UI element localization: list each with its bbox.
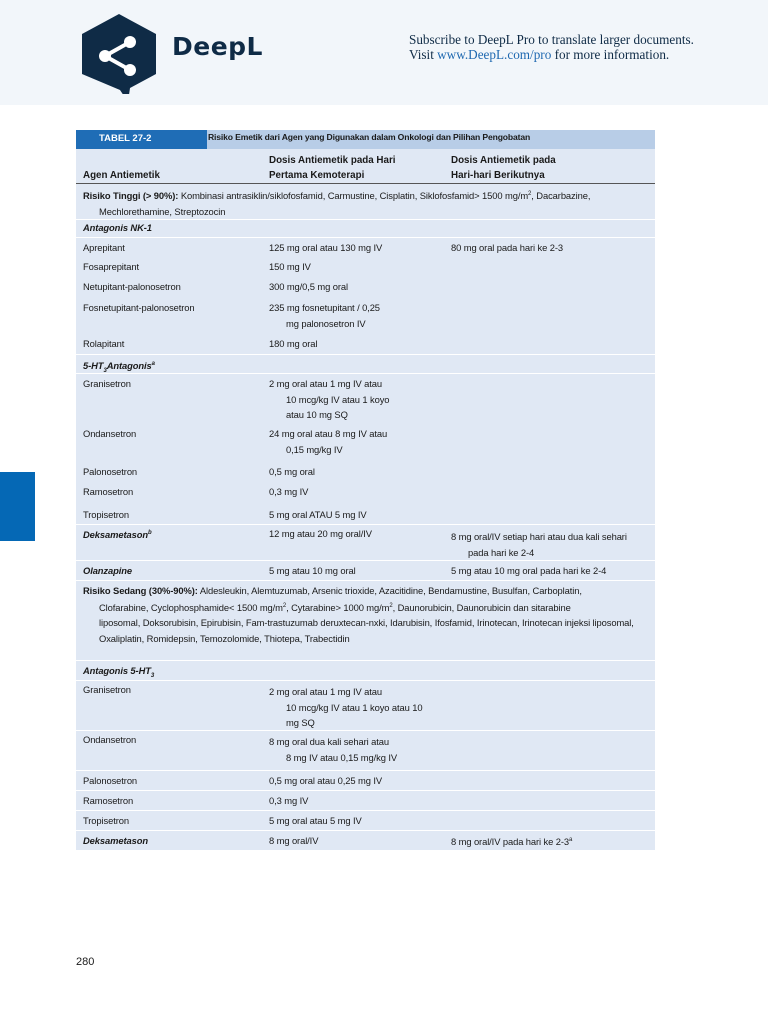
table-row: Tropisetron 5 mg oral atau 5 mg IV [76, 810, 655, 830]
table-header-row [76, 149, 655, 184]
table-title: Risiko Emetik dari Agen yang Digunakan dalam Onkologi dan Pilihan Pengobatan [208, 132, 531, 142]
table-row: Fosaprepitant 150 mg IV [83, 261, 311, 272]
table-row: Granisetron 2 mg oral atau 1 mg IV atau 10 mcg/kg IV atau 1 koyo atau 10 mg SQ [76, 373, 655, 425]
promo-text [409, 32, 694, 62]
table-row: Ramosetron 0,3 mg IV [83, 486, 309, 497]
dexamethasone-high-row: Deksametason$^b$ 12 mg atau 20 mg oral/IV 8 mg oral/IV setiap hari atau dua kali sehari pada hari ke 2-4 [76, 524, 655, 560]
table-row: Palonosetron 0,5 mg oral atau 0,25 mg IV [76, 770, 655, 790]
header-agent: Agen Antiemetik [83, 170, 160, 181]
table-row: Granisetron 2 mg oral atau 1 mg IV atau 10 mcg/kg IV atau 1 koyo atau 10 mg SQ [76, 680, 655, 730]
mod-ht3-heading-row: Antagonis $5-HT_3$ [76, 660, 655, 680]
page-number: 280 [76, 956, 95, 968]
table-row: Ondansetron 8 mg oral dua kali sehari atau 8 mg IV atau 0,15 mg/kg IV [76, 730, 655, 770]
deepl-logo-icon [78, 12, 160, 94]
promo-line-1: Subscribe to DeepL Pro to translate larger documents. [409, 32, 694, 47]
deepl-banner [0, 0, 768, 105]
table-row: Fosnetupitant-palonosetron 235 mg fosnetupitant / 0,25 mg palonosetron IV [83, 302, 380, 329]
moderate-risk-row: Risiko Sedang (30%-90%): Aldesleukin, Alemtuzumab, Arsenic trioxide, Azacitidine, Bendamustine, Busulfan, Carboplatin, Clofarabine, Cyclophosphamide< 1500 $mg/m^2$, Cytarabine> 1000 $mg/m^2$, Daunorubicin, Daunorubicin dan sitarabine liposomal, Doksorubisin, Epirubisin, Fam-trastuzumab deruxtecan-nxki, Idarubisin, Ifosfamid, Irinotecan, Irinotecan injeksi liposomal, Oxaliplatin, Romidepsin, Temozolomide, Thiotepa, Trabectidin [76, 580, 655, 660]
olanzapine-row: Olanzapine 5 mg atau 10 mg oral 5 mg atau 10 mg oral pada hari ke 2-4 [76, 560, 655, 580]
dexamethasone-mod-row: Deksametason 8 mg oral/IV 8 mg oral/IV pada hari ke 2-3$^a$ [76, 830, 655, 850]
table-row: Tropisetron 5 mg oral ATAU 5 mg IV [83, 509, 367, 520]
header-subsequent-dose: Dosis Antiemetik pada Hari-hari Berikutnya [451, 155, 556, 181]
antiemetic-table [76, 130, 655, 850]
deepl-wordmark: DeepL [172, 32, 263, 61]
table-row: Netupitant-palonosetron 300 mg/0,5 mg oral [83, 281, 348, 292]
table-row: Ondansetron 24 mg oral atau 8 mg IV atau 0,15 mg/kg IV [83, 428, 388, 455]
table-label: TABEL 27-2 [76, 130, 207, 149]
promo-line-2: Visit www.DeepL.com/pro for more information. [409, 47, 670, 62]
table-caption [76, 130, 655, 149]
ht3-heading-row: $5-HT_3Antagonis^a$ [76, 354, 655, 373]
table-row: Palonosetron 0,5 mg oral [83, 466, 315, 477]
table-row: Rolapitant 180 mg oral [83, 338, 318, 349]
header-day1-dose: Dosis Antiemetik pada Hari Pertama Kemoterapi [269, 155, 396, 181]
table-row: Aprepitant 125 mg oral atau 130 mg IV 80 mg oral pada hari ke 2-3 [76, 237, 655, 257]
table-row: Ramosetron 0,3 mg IV [76, 790, 655, 810]
chapter-side-tab [0, 472, 35, 541]
deepl-pro-link[interactable]: www.DeepL.com/pro [437, 47, 552, 62]
high-risk-row: Risiko Tinggi (> 90%): Kombinasi antrasiklin/siklofosfamid, Carmustine, Cisplatin, Siklofosfamid> 1500 $mg/m^2$, Dacarbazine, Mechlorethamine, Streptozocin [83, 190, 591, 217]
nk1-heading-row: Antagonis NK-1 [76, 219, 655, 237]
